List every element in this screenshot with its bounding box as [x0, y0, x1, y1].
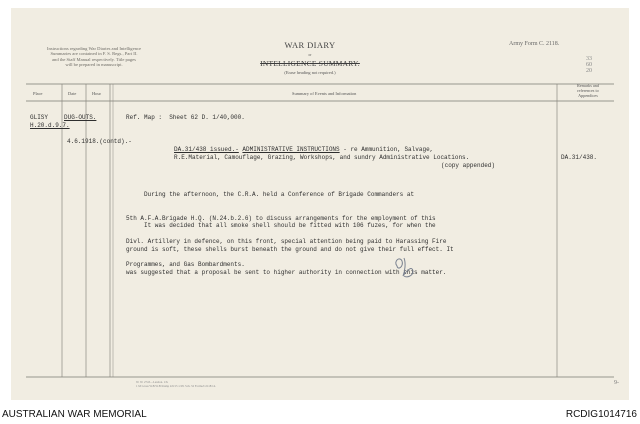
- doc-title: ADMINISTRATIVE INSTRUCTIONS: [242, 146, 340, 153]
- paragraph-line: Divl. Artillery in defence, on this front, special attention being paid to Harassing Fire: [126, 237, 447, 245]
- paragraph-line: It was decided that all smoke shell should be fitted with 106 fuzes, for when the: [126, 222, 436, 230]
- printer-line: 1 M Gross W.B.W.B.Stamp 4/6/15 1/28. Sch. 52 Forms/C2118/14.: [136, 383, 216, 388]
- printer-line: W. W. 2743—Landon. 1/6.: [136, 380, 169, 384]
- column-head-date: Date: [68, 91, 77, 96]
- footer-institution: AUSTRALIAN WAR MEMORIAL: [2, 409, 147, 420]
- ref-map: Ref. Map : Sheet 62 D. 1/40,000.: [126, 114, 245, 121]
- form-title-struck: INTELLIGENCE SUMMARY.: [260, 59, 360, 68]
- place-name: GLISY: [30, 114, 49, 121]
- doc-rest: - re Ammunition, Salvage,: [343, 146, 434, 153]
- page-mark-line: 33: [586, 56, 592, 62]
- column-head-hour: Hour: [92, 91, 102, 96]
- instructions-line: Instructions regarding War Diaries and Intelligence: [46, 46, 142, 51]
- initials-signature: [391, 254, 417, 282]
- entry-date: 4.6.1918.(contd).-: [67, 138, 132, 145]
- instructions-line: Summaries are contained in F. S. Regs., Part II.: [50, 51, 138, 57]
- column-head-summary: Summary of Events and Information: [292, 91, 357, 96]
- paragraph-line: Programmes, and Gas Bombardments.: [126, 260, 245, 268]
- place-dugouts: DUG-OUTS.: [64, 114, 97, 121]
- doc-line-3: (copy appended): [441, 162, 496, 169]
- erase-note: (Erase heading not required.): [284, 70, 336, 75]
- printer-imprint: [136, 381, 216, 389]
- corner-number: 9-: [614, 380, 619, 386]
- place-gridref: H.20.d.9.7.: [30, 122, 70, 129]
- page-mark-line: 60: [586, 62, 592, 68]
- remarks-head-line: Appendices: [578, 93, 598, 98]
- page-mark-line: 20: [586, 68, 592, 74]
- instructions-line: will be prepared in manuscript.: [65, 62, 123, 68]
- remarks-head-line: references to: [577, 88, 599, 93]
- footer-record-id: RCDIG1014716: [565, 409, 637, 420]
- column-head-remarks: [560, 83, 616, 98]
- or-word: or: [308, 53, 312, 57]
- paragraph-line: During the afternoon, the C.R.A. held a Conference of Brigade Commanders at: [126, 191, 415, 199]
- paragraph-smoke-shell: [126, 207, 566, 284]
- remarks-head-line: Remarks and: [577, 83, 599, 88]
- remark-reference: DA.31/438.: [561, 154, 598, 161]
- paragraph-line: was suggested that a proposal be sent to higher authority in connection with this matter.: [126, 268, 447, 276]
- paragraph-line: 5th A.F.A.Brigade H.Q. (N.24.b.2.6) to discuss arrangements for the employment of this: [126, 214, 436, 222]
- form-title: WAR DIARY: [284, 40, 336, 50]
- instructions-line: and the Staff Manual respectively. Title pages: [52, 56, 136, 62]
- doc-line-2: R.E.Material, Camouflage, Grazing, Workshops, and sundry Administrative Locations.: [174, 154, 470, 161]
- doc-ref: DA.31/438 issued.-: [174, 146, 239, 153]
- army-form-number: Army Form C. 2118.: [509, 41, 560, 47]
- doc-line: [174, 146, 433, 153]
- paragraph-line: ground is soft, these shells burst beneath the ground and do not give their full effect. It: [126, 245, 454, 253]
- column-head-place: Place: [33, 91, 43, 96]
